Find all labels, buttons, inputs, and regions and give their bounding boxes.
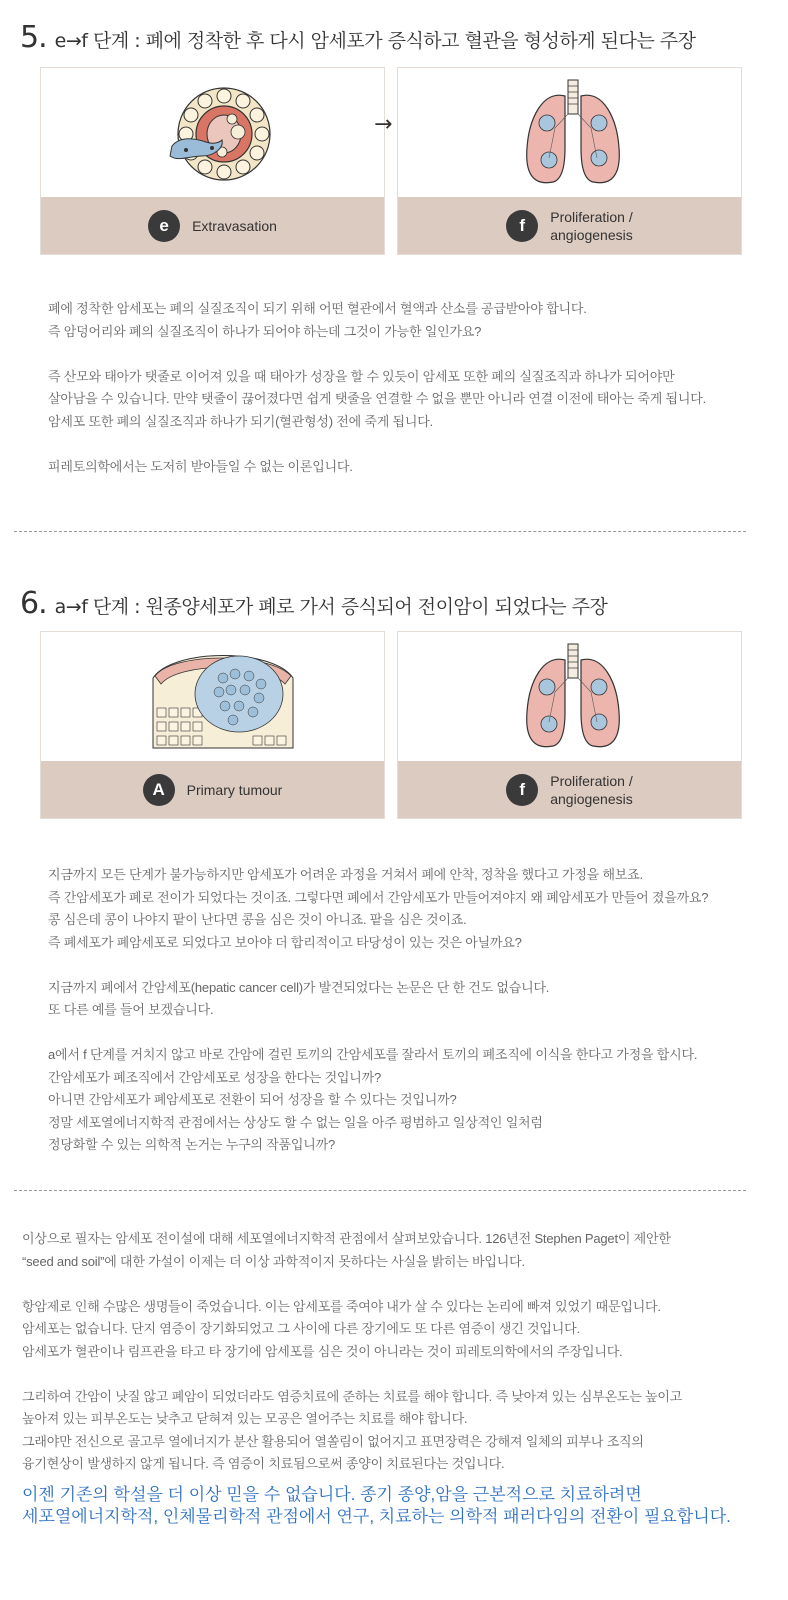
section-5-body: 폐에 정착한 암세포는 폐의 실질조직이 되기 위해 어떤 혈관에서 혈액과 산소를 공급받아야 합니다. 즉 암덩어리와 폐의 실질조직이 하나가 되어야 하는데 그것이 가능한 일인가요? 즉 산모와 태아가 탯줄로 이어져 있을 때 태아가 성장을 할 수 있듯이 암세포 또한 폐의 실질조직과 하나가 되어야만 살아남을 수 있습니다. 만약 탯줄이 끊어졌다면 쉽게 탯줄을 연결할 수 없을 뿐만 아니라 연결 이전에 태아는 죽게 됩니다. 암세포 또한 폐의 실질조직과 하나가 되기(혈관형성) 전에 죽게 됩니다. 피레토의학에서는 도저히 받아들일 수 없는 이론입니다. [48, 301, 707, 474]
section-5-heading [20, 20, 695, 55]
step-badge: e [148, 210, 180, 242]
highlight-statement: 이젠 기존의 학설을 더 이상 믿을 수 없습니다. 종기 종양,암을 근본적으로 치료하려면 세포열에너지학적, 인체물리학적 관점에서 연구, 치료하는 의학적 패러다임의 전환이 필요합니다. [22, 1485, 731, 1526]
section-number: 6. [20, 586, 47, 621]
caption-text: Proliferation / angiogenesis [550, 208, 633, 243]
panel-proliferation [397, 631, 742, 819]
vessel-cross-section-icon [41, 68, 384, 198]
caption-bar [398, 761, 741, 818]
section-number: 5. [20, 20, 47, 55]
caption-text: Extravasation [192, 217, 277, 234]
step-badge: A [143, 774, 175, 806]
panel-primary-tumour [40, 631, 385, 819]
lungs-icon [398, 632, 741, 762]
section-6-body: 지금까지 모든 단계가 불가능하지만 암세포가 어려운 과정을 거쳐서 폐에 안착, 정착을 했다고 가정을 해보죠. 즉 간암세포가 폐로 전이가 되었다는 것이죠. 그렇다면 폐에서 간암세포가 만들어져야지 왜 폐암세포가 만들어 졌을까요? 콩 심은데 콩이 나야지 팥이 난다면 콩을 심은 것이 아니죠. 팥을 심은 것이죠. 즉 폐세포가 폐암세포로 되었다고 보아야 더 합리적이고 타당성이 있는 것은 아닐까요? 지금까지 폐에서 간암세포(hepatic cancer cell)가 발견되었다는 논문은 단 한 건도 없습니다. 또 다른 예를 들어 보겠습니다. a에서 f 단계를 거치지 않고 바로 간암에 걸린 토끼의 간암세포를 잘라서 토끼의 폐조직에 이식을 한다고 가정을 합시다. 간암세포가 폐조직에서 간암세포로 성장을 한다는 것입니까? 아니면 간암세포가 폐암세포로 전환이 되어 성장을 할 수 있다는 것입니까? 정말 세포열에너지학적 관점에서는 상상도 할 수 없는 일을 아주 평범하고 일상적인 일처럼 정당화할 수 있는 의학적 논거는 누구의 작품입니까? [48, 867, 709, 1152]
step-badge: f [506, 774, 538, 806]
dashed-divider [14, 1190, 746, 1191]
dashed-divider [14, 531, 746, 532]
step-badge: f [506, 210, 538, 242]
tissue-tumour-icon [41, 632, 384, 762]
lungs-icon [398, 68, 741, 198]
conclusion-body: 이상으로 필자는 암세포 전이설에 대해 세포열에너지학적 관점에서 살펴보았습니다. 126년전 Stephen Paget이 제안한 “seed and soil”에 대한 가설이 이제는 더 이상 과학적이지 못하다는 사실을 밝히는 바입니다. 항암제로 인해 수많은 생명들이 죽었습니다. 이는 암세포를 죽여야 내가 살 수 있다는 논리에 빠져 있었기 때문입니다. 암세포는 없습니다. 단지 염증이 장기화되었고 그 사이에 다른 장기에도 또 다른 염증이 생긴 것입니다. 암세포가 혈관이나 림프관을 타고 타 장기에 암세포를 심은 것이 아니라는 것이 피레토의학에서의 주장입니다. 그리하여 간암이 낫질 않고 폐암이 되었더라도 염증치료에 준하는 치료를 해야 합니다. 즉 낮아져 있는 심부온도는 높이고 높아져 있는 피부온도는 낮추고 닫혀져 있는 모공은 열어주는 치료를 해야 합니다. 그래야만 전신으로 골고루 열에너지가 분산 활용되어 열쏠림이 없어지고 표면장력은 강해져 일체의 피부나 조직의 융기현상이 발생하지 않게 됩니다. 즉 염증이 치료됨으로써 종양이 치료된다는 것입니다. [22, 1231, 683, 1471]
caption-bar [398, 197, 741, 254]
panel-proliferation [397, 67, 742, 255]
section-6-heading [20, 586, 607, 621]
arrow-icon: → [374, 112, 393, 137]
section-title: e→f 단계 : 폐에 정착한 후 다시 암세포가 증식하고 혈관을 형성하게 된다는 주장 [54, 30, 696, 52]
panel-extravasation [40, 67, 385, 255]
caption-bar [41, 761, 384, 818]
caption-text: Proliferation / angiogenesis [550, 772, 633, 807]
caption-bar [41, 197, 384, 254]
section-title: a→f 단계 : 원종양세포가 폐로 가서 증식되어 전이암이 되었다는 주장 [54, 596, 608, 618]
caption-text: Primary tumour [186, 781, 283, 798]
